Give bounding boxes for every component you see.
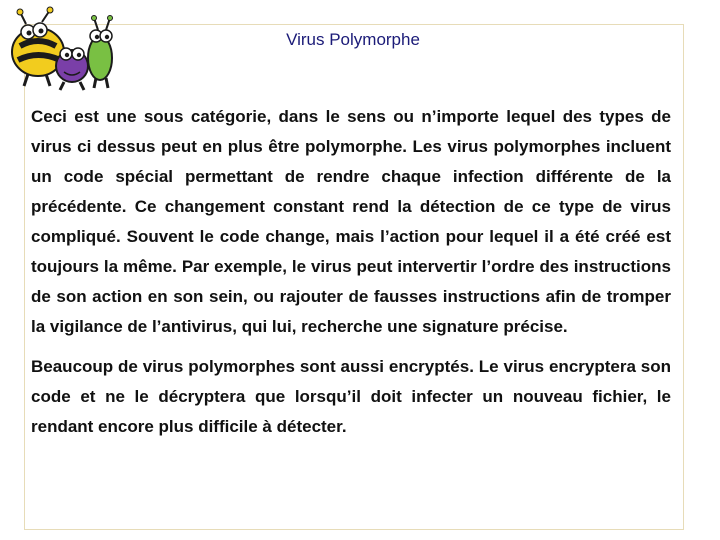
slide-title: Virus Polymorphe xyxy=(286,30,420,49)
slide-body xyxy=(31,102,671,452)
paragraph: Beaucoup de virus polymorphes sont aussi encryptés. Le virus encryptera son code et ne le décryptera que lorsqu’il doit infecter un nouveau fichier, le rendant encore plus difficile à détecter. xyxy=(31,357,671,436)
paragraph: Ceci est une sous catégorie, dans le sens ou n’importe lequel des types de virus ci dessus peut en plus être polymorphe. Les virus polymorphes incluent un code spécial permettant de rendre chaque infection différente de la précédente. Ce changement constant rend la détection de ce type de virus compliqué. Souvent le code change, mais l’action pour lequel il a été créé est toujours la même. Par exemple, le virus peut intervertir l’ordre des instructions de son action en son sein, ou rajouter de fausses instructions afin de tromper la vigilance de l’antivirus, qui lui, recherche une signature précise. xyxy=(31,107,671,336)
